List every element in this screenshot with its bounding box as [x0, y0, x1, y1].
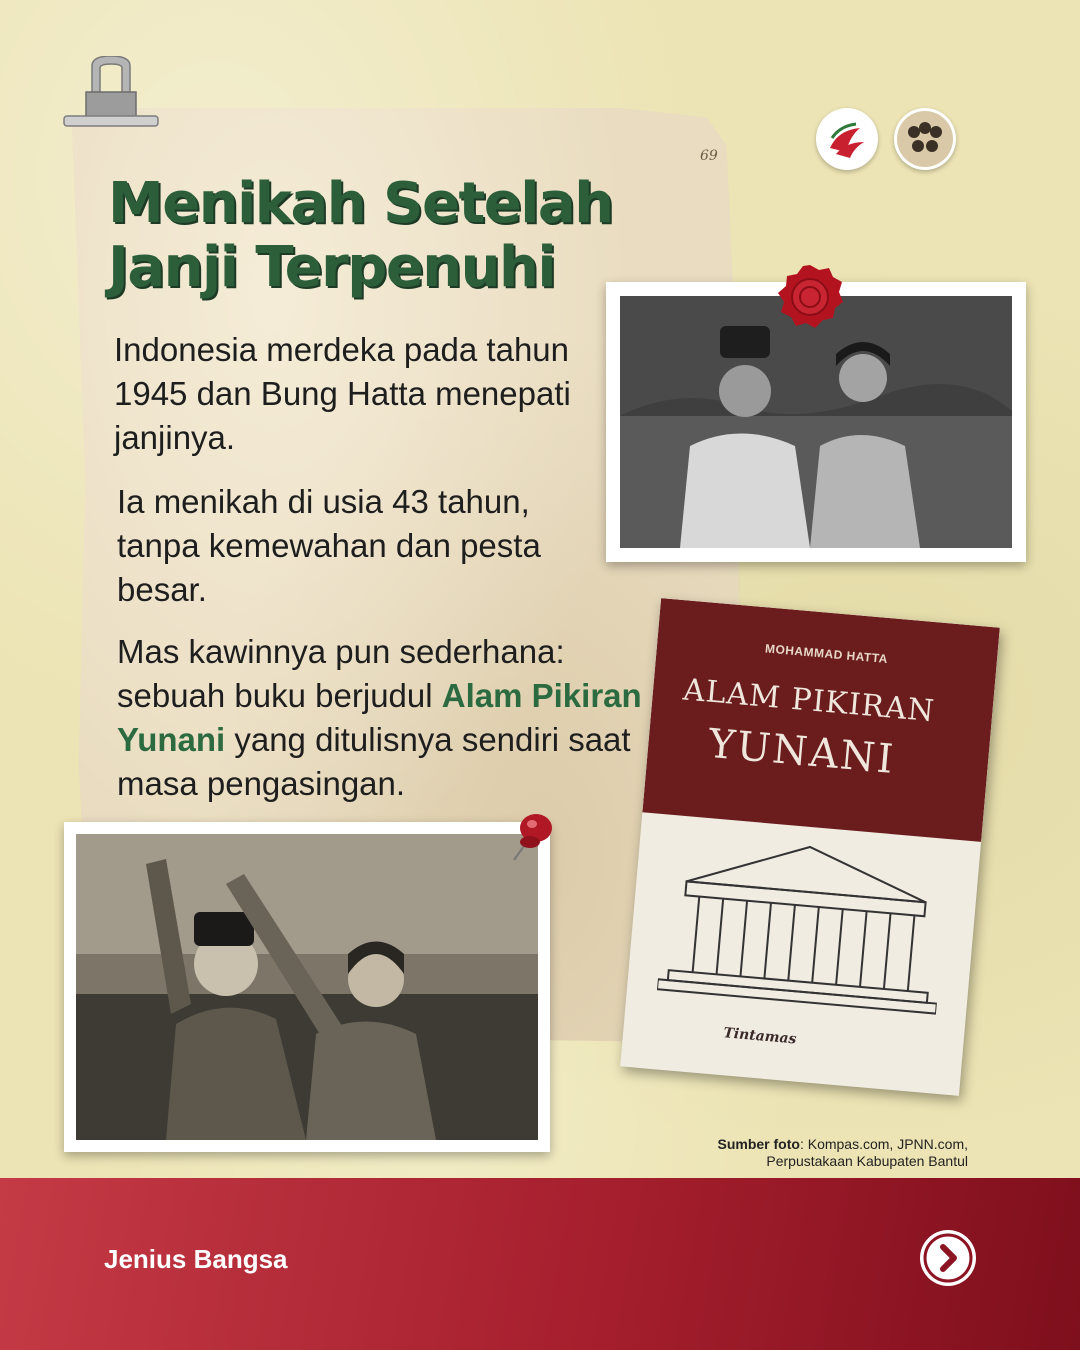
wedding-photo-image — [620, 296, 1012, 548]
book-author: MOHAMMAD HATTA — [764, 641, 889, 667]
waving-photo-image — [76, 834, 538, 1140]
heroes-group-logo — [894, 108, 956, 170]
page-title — [108, 172, 628, 300]
greek-temple-illustration — [656, 830, 950, 1024]
book-title-line-1: ALAM PIKIRAN — [681, 672, 937, 730]
title-line-2: Janji Terpenuhi — [108, 235, 556, 300]
photo-credit — [718, 1136, 969, 1170]
handwritten-number: 69 — [700, 148, 718, 164]
credit-sources-1: : Kompas.com, JPNN.com, — [799, 1136, 968, 1152]
waving-photo — [64, 822, 550, 1152]
brand-name: Jenius Bangsa — [104, 1244, 288, 1274]
next-slide-button[interactable] — [920, 1230, 976, 1286]
paragraph-dowry-start: Mas kawinnya pun sederhana: sebuah buku berjudul — [117, 633, 565, 714]
partner-logos — [816, 106, 966, 172]
book-title-highlight: Alam Pikiran Yunani — [117, 677, 642, 758]
book-title-line-2: YUNANI — [706, 720, 897, 783]
pustaka-indonesia-logo — [816, 108, 878, 170]
title-line-1: Menikah Setelah — [108, 171, 613, 236]
wax-seal-icon — [775, 262, 845, 332]
push-pin-icon — [510, 812, 554, 862]
paragraph-marriage: Ia menikah di usia 43 tahun, tanpa kemewahan dan pesta besar. — [117, 483, 541, 608]
binder-clip-icon — [62, 56, 160, 136]
paragraph-independence: Indonesia merdeka pada tahun 1945 dan Bung Hatta menepati janjinya. — [114, 331, 571, 456]
credit-sources-2: Perpustakaan Kabupaten Bantul — [766, 1153, 968, 1169]
credit-label: Sumber foto — [717, 1136, 800, 1152]
book-cover-alam-pikiran-yunani — [620, 598, 1000, 1096]
book-cover-top — [642, 598, 999, 842]
paragraph-dowry-end: yang ditulisnya sendiri saat masa pengasingan. — [117, 721, 631, 802]
chevron-right-icon — [920, 1230, 976, 1286]
book-publisher: Tintamas — [722, 1025, 798, 1048]
paragraph-dowry — [117, 630, 677, 806]
